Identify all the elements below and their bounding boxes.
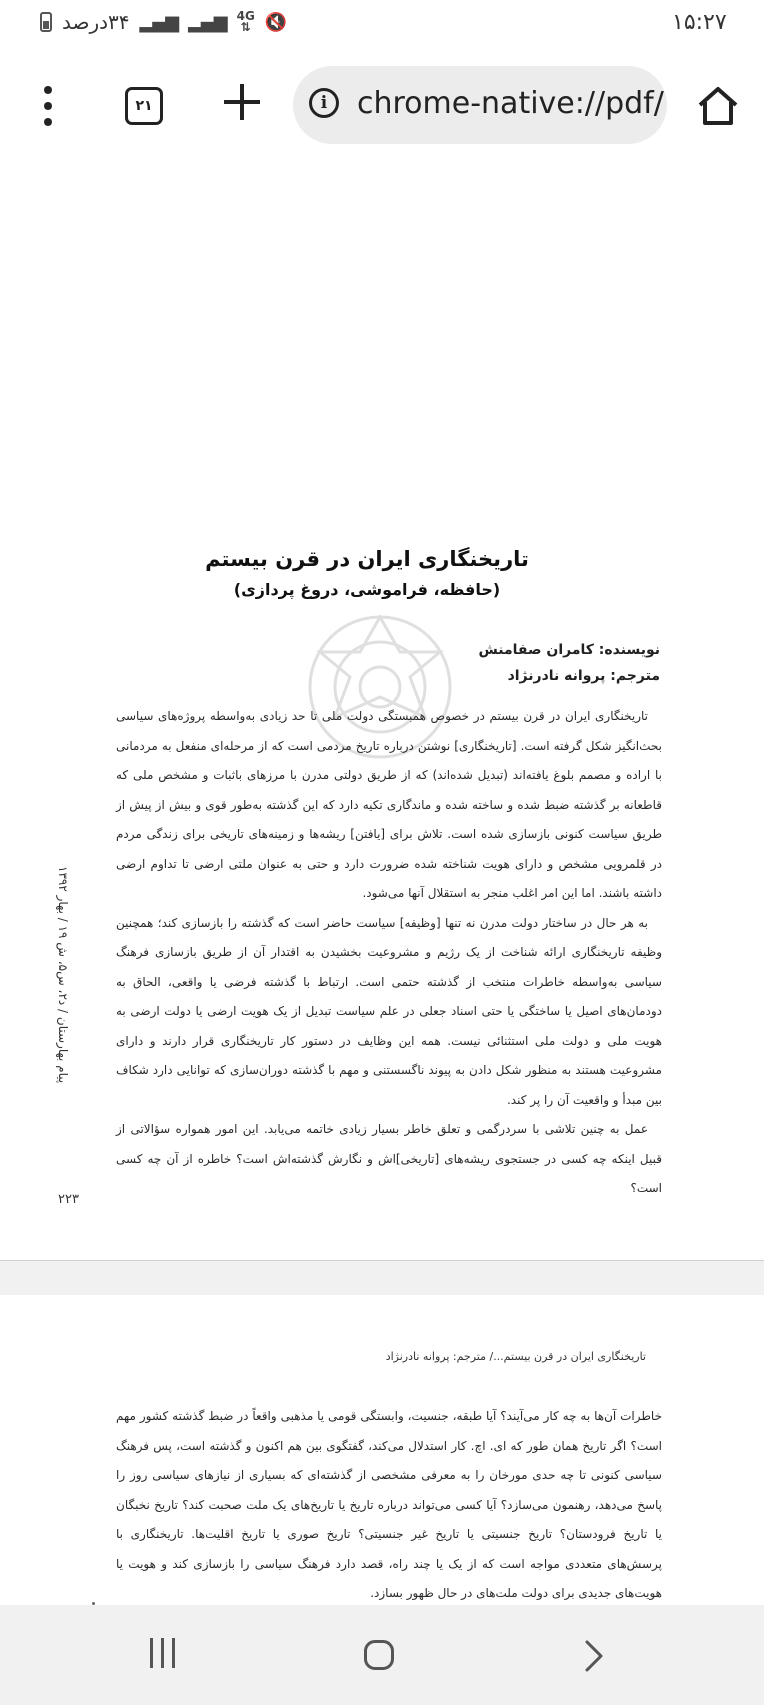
mute-icon: 🔇 [264, 11, 288, 33]
url-bar[interactable] [293, 66, 667, 144]
battery-text: ۳۴درصد [62, 10, 130, 34]
status-bar [0, 0, 764, 52]
paragraph: خاطرات آن‌ها به چه کار می‌آیند؟ آیا طبقه، جنسیت، وابستگی قومی یا مذهبی واقعاً در ضبط گذشته کشور مهم است؟ اگر تاریخ همان طور که ای. اچ. کار استدلال می‌کند، گفتگوی بین هم اکنون و گذشته است، پس فرهنگ سیاسی کنونی تا چه حدی مورخان را به معرفی مشخصی از گذشته‌ای که بسیاری از نیازهای سیاسی روز را پاسخ می‌دهد، رهنمون می‌سازد؟ آیا کسی می‌تواند درباره تاریخ یا تاریخ‌های یک ملت صحبت کند؟ تاریخ نخبگان یا تاریخ فرودستان؟ تاریخ جنسیتی یا تاریخ غیر جنسیتی؟ تاریخ صوری یا تاریخ اقلیت‌ها. تاریخنگاری با پرسش‌های متعددی مواجه است که از یک یا چند راه، قصد دارد فرهنگ سیاسی را بازسازی کند و هویت یا هویت‌های جدیدی برای دولت ملت‌های در حال ظهور بسازد. [116, 1409, 662, 1600]
back-icon[interactable] [578, 1639, 608, 1673]
home-icon[interactable] [696, 84, 740, 128]
pdf-page-1 [0, 162, 764, 1261]
info-icon[interactable]: i [309, 88, 339, 118]
navigation-bar [0, 1605, 764, 1705]
pdf-page-2 [0, 1295, 764, 1605]
new-tab-button[interactable] [222, 82, 262, 122]
article-subtitle: (حافظه، فراموشی، دروغ پردازی) [233, 580, 501, 599]
tabs-button[interactable] [125, 87, 163, 125]
tab-count: ۲۱ [135, 98, 153, 114]
page-number: ۲۲۳ [58, 1192, 79, 1207]
article-body-continued [116, 1402, 662, 1605]
article-body [116, 702, 662, 1204]
paragraph: تاریخنگاری ایران در قرن بیستم در خصوص همبستگی دولت ملی تا حد زیادی به‌واسطه پروژه‌های سیاسی بحث‌انگیز شکل گرفته است. [تاریخنگاری] نوشتن درباره تاریخ مردمی است که از مرحله‌ای منفعل به مردمانی با اراده و مصمم بلوغ یافته‌اند (تبدیل شده‌اند) که از طریق دولتی مدرن با مرزهای باثبات و مشخص ملی که قاطعانه بر گذشته ضبط شده و ساخته شده و ماندگاری تکیه دارد که این گذشته به‌طور قوی و بیش از پیش از طریق سیاست کنونی بازسازی شده است. تلاش برای [یافتن] ریشه‌ها و زمینه‌های تاریخی برای زندگی مردم در قلمرویی مشخص و دارای هویت شناخته شده ضرورت دارد و حتی به عنوان ملتی ارضی تا تداوم ارضی داشته باشند. اما این امر اغلب منجر به استقلال آنها می‌شود. [116, 709, 662, 900]
status-icons [40, 10, 287, 34]
network-icon: 4G ⇅ [236, 9, 255, 34]
running-head: تاریخنگاری ایران در قرن بیستم.../ مترجم: پروانه نادرنژاد [385, 1350, 646, 1363]
journal-info: پیام بهارستان / د۲، س۵، ش ۱۹ / بهار ۱۳۹۲ [56, 866, 70, 1084]
menu-icon[interactable] [38, 86, 58, 126]
author-line: نویسنده: کامران صفامنش [478, 642, 660, 658]
article-title: تاریخنگاری ایران در قرن بیستم [205, 547, 529, 571]
battery-icon [40, 12, 52, 32]
paragraph: عمل به چنین تلاشی با سردرگمی و تعلق خاطر بسیار زیادی خاتمه می‌یابد. این امور همواره سؤالاتی از قبیل اینکه چه کسی در جستجوی ریشه‌های [تاریخی]اش و نگارش گذشته‌اش است؟ خاطره از آن چه کسی است؟ [116, 1122, 662, 1195]
translator-line: مترجم: پروانه نادرنژاد [507, 668, 660, 684]
clock: ۱۵:۲۷ [672, 10, 727, 35]
signal-icon: ▂▄▆ [139, 11, 179, 33]
recent-apps-icon[interactable] [148, 1638, 178, 1670]
signal-icon-2: ▂▄▆ [188, 11, 227, 33]
paragraph: به هر حال در ساختار دولت مدرن نه تنها [وظیفه] سیاست حاضر است که گذشته را بازسازی کند؛ همچنین وظیفه تاریخنگاری ارائه شناخت از یک رژیم و مشروعیت بخشیدن به اقتدار آن از طریق بازسازی فرهنگ سیاسی به‌واسطه خاطرات منتخب از گذشته حتمی است. ارتباط با گذشته فرضی یا واقعی، الحاق به دودمان‌های اصیل یا ساختگی یا حتی اسناد جعلی در علم سیاست تبدیل از یک هویت ارضی یا دولت ارضی به هویت ملی و دولت ملی استثنائی نیست. همه این وظایف در دستور کار تاریخنگاری قرار دارند و دارای مشروعیت هستند به منظور شکل دادن به پیوند ناگسستنی و مهم با گذشته دوران‌سازی که توانایی دارد شکاف بین مبدأ و واقعیت آن را پر کند. [116, 915, 662, 1107]
url-text[interactable]: chrome-native://pdf/ [357, 86, 664, 121]
nav-home-icon[interactable] [364, 1640, 394, 1670]
browser-toolbar [0, 52, 764, 163]
